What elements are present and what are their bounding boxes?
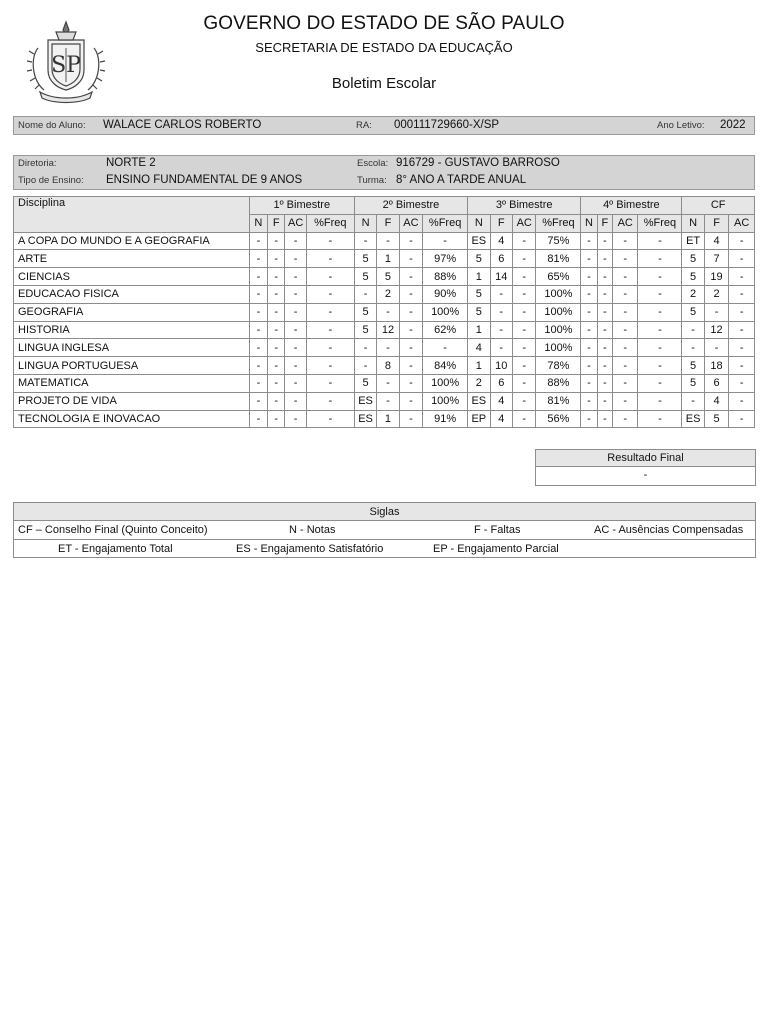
discipline-name: CIENCIAS [14,268,250,286]
grade-cell: 4 [490,410,512,428]
grade-cell: - [268,374,285,392]
year-value: 2022 [720,119,746,131]
grade-cell: - [597,268,612,286]
cf-cell: 2 [682,285,704,303]
grade-cell: - [638,268,682,286]
grade-cell: - [638,357,682,375]
subcolumn-header: AC [729,214,755,232]
grade-cell: - [399,357,422,375]
cf-cell: ET [682,232,704,250]
subcolumn-header: F [704,214,728,232]
grade-cell: 100% [536,285,581,303]
grade-cell: - [285,357,306,375]
cf-cell: - [682,321,704,339]
student-name-label: Nome do Aluno: [18,120,86,131]
grade-cell: - [512,339,535,357]
grade-cell: - [638,321,682,339]
document-title: Boletim Escolar [331,75,437,92]
discipline-name: HISTORIA [14,321,250,339]
sigla-et: ET - Engajamento Total [58,543,173,555]
discipline-name: MATEMATICA [14,374,250,392]
grade-cell: 6 [490,250,512,268]
grade-cell: - [377,392,399,410]
siglas-title: Siglas [14,503,755,521]
cf-cell: - [729,232,755,250]
grade-cell: 4 [490,232,512,250]
sigla-ep: EP - Engajamento Parcial [433,543,559,555]
grade-cell: 100% [423,392,468,410]
cf-cell: - [729,374,755,392]
grade-cell: 1 [377,410,399,428]
grade-cell: 97% [423,250,468,268]
table-row [14,357,755,375]
subcolumn-header: F [597,214,612,232]
grade-cell: - [268,285,285,303]
grade-cell: - [612,303,638,321]
cf-cell: - [729,250,755,268]
grade-cell: 5 [468,250,490,268]
grade-cell: 5 [468,285,490,303]
escola-value: 916729 - GUSTAVO BARROSO [396,157,560,169]
cf-cell: - [729,410,755,428]
grade-cell: 5 [377,268,399,286]
grade-cell: 10 [490,357,512,375]
grade-cell: - [399,250,422,268]
discipline-header: Disciplina [14,197,250,233]
sigla-f: F - Faltas [474,524,521,536]
grade-cell: ES [354,392,376,410]
cf-cell: - [729,285,755,303]
grade-cell: 81% [536,250,581,268]
grade-cell: 5 [354,250,376,268]
grade-cell: 5 [468,303,490,321]
table-row [14,285,755,303]
grade-cell: 100% [423,303,468,321]
grade-cell: - [581,410,597,428]
grade-cell: - [581,232,597,250]
subcolumn-header: N [682,214,704,232]
grade-cell: - [638,285,682,303]
final-result-value: - [643,469,648,481]
grade-cell: 2 [468,374,490,392]
grade-cell: - [597,374,612,392]
subcolumn-header: %Freq [423,214,468,232]
school-info-bar [13,155,755,190]
subcolumn-header: N [354,214,376,232]
grade-cell: - [612,250,638,268]
cf-cell: - [704,339,728,357]
grade-cell: - [512,392,535,410]
cf-cell: 12 [704,321,728,339]
sigla-ac: AC - Ausências Compensadas [594,524,744,536]
grade-cell: - [399,321,422,339]
grade-cell: - [306,232,354,250]
table-row [14,339,755,357]
grade-cell: - [377,232,399,250]
grade-cell: - [249,303,267,321]
cf-cell: - [704,303,728,321]
subcolumn-header: N [468,214,490,232]
grade-cell: - [285,250,306,268]
grade-cell: - [268,232,285,250]
cf-cell: 5 [682,357,704,375]
tipo-ensino-label: Tipo de Ensino: [18,175,84,186]
grade-cell: - [597,392,612,410]
cf-cell: - [729,357,755,375]
grade-cell: - [399,374,422,392]
bimester-header: 1º Bimestre [249,197,354,215]
grade-cell: - [581,357,597,375]
grade-cell: - [581,250,597,268]
grade-cell: - [512,268,535,286]
table-row [14,374,755,392]
grade-cell: - [285,285,306,303]
grade-cell: - [399,232,422,250]
grade-cell: - [399,339,422,357]
grade-cell: 14 [490,268,512,286]
grade-cell: - [268,303,285,321]
grade-cell: - [638,410,682,428]
grade-cell: - [423,232,468,250]
grade-cell: - [268,321,285,339]
grade-cell: - [597,232,612,250]
subcolumn-header: AC [399,214,422,232]
grade-cell: 100% [536,321,581,339]
cf-cell: 5 [682,250,704,268]
subcolumn-header: F [268,214,285,232]
government-title: GOVERNO DO ESTADO DE SÃO PAULO [203,13,565,34]
escola-label: Escola: [357,158,389,169]
grade-cell: 88% [536,374,581,392]
grade-cell: 5 [354,374,376,392]
sigla-es: ES - Engajamento Satisfatório [236,543,384,555]
grade-cell: - [249,321,267,339]
grade-cell: 5 [354,321,376,339]
tipo-ensino-value: ENSINO FUNDAMENTAL DE 9 ANOS [106,174,303,186]
student-name: WALACE CARLOS ROBERTO [103,119,262,131]
grade-cell: - [249,285,267,303]
grade-cell: - [638,303,682,321]
table-row [14,392,755,410]
grade-cell: - [306,285,354,303]
subcolumn-header: %Freq [306,214,354,232]
cf-cell: - [729,321,755,339]
grade-cell: 100% [423,374,468,392]
grade-cell: 5 [354,303,376,321]
subcolumn-header: N [249,214,267,232]
grade-cell: - [612,339,638,357]
grade-cell: 78% [536,357,581,375]
grade-cell: - [306,250,354,268]
grade-cell: - [638,250,682,268]
subcolumn-header: %Freq [638,214,682,232]
grade-cell: - [612,374,638,392]
grade-cell: - [399,410,422,428]
cf-cell: 5 [682,303,704,321]
grade-cell: 88% [423,268,468,286]
grade-cell: - [512,285,535,303]
discipline-name: EDUCACAO FISICA [14,285,250,303]
grade-cell: - [306,392,354,410]
grade-cell: 100% [536,303,581,321]
grade-cell: - [581,303,597,321]
grade-cell: - [638,392,682,410]
grade-cell: 56% [536,410,581,428]
grade-cell: - [249,232,267,250]
grade-cell: - [490,303,512,321]
grade-cell: 1 [468,321,490,339]
cf-cell: 4 [704,232,728,250]
grade-cell: - [249,268,267,286]
subcolumn-header: AC [285,214,306,232]
student-info-bar [13,116,755,135]
grade-cell: - [512,232,535,250]
grade-cell: - [354,285,376,303]
grade-cell: - [581,285,597,303]
subcolumn-header: AC [512,214,535,232]
grade-cell: - [285,232,306,250]
grade-cell: - [354,232,376,250]
grade-cell: - [399,268,422,286]
cf-cell: - [729,303,755,321]
grade-cell: - [285,410,306,428]
grade-cell: - [399,392,422,410]
grade-cell: 75% [536,232,581,250]
grade-cell: - [581,321,597,339]
grade-cell: - [597,285,612,303]
final-result-box [535,449,756,486]
grade-cell: - [597,339,612,357]
grade-cell: - [354,357,376,375]
discipline-name: A COPA DO MUNDO E A GEOGRAFIA [14,232,250,250]
grade-cell: ES [468,232,490,250]
bimester-header: 2º Bimestre [354,197,467,215]
diretoria-value: NORTE 2 [106,157,156,169]
discipline-name: LINGUA INGLESA [14,339,250,357]
grade-cell: - [612,357,638,375]
subcolumn-header: AC [612,214,638,232]
grade-cell: - [285,392,306,410]
grade-cell: - [423,339,468,357]
grade-cell: - [581,392,597,410]
grade-cell: 4 [490,392,512,410]
grade-cell: - [268,339,285,357]
grade-cell: - [268,357,285,375]
grade-cell: - [597,357,612,375]
grade-cell: - [612,285,638,303]
grade-cell: 65% [536,268,581,286]
grade-cell: - [581,339,597,357]
grade-cell: - [612,392,638,410]
grade-cell: 2 [377,285,399,303]
grade-cell: - [249,339,267,357]
grade-cell: ES [468,392,490,410]
cf-header: CF [682,197,755,215]
cf-cell: 5 [704,410,728,428]
table-row [14,268,755,286]
secretariat-title: SECRETARIA DE ESTADO DA EDUCAÇÃO [255,40,513,55]
siglas-row-1 [14,521,755,539]
final-result-title: Resultado Final [536,450,755,467]
grade-cell: - [597,321,612,339]
grade-cell: - [597,303,612,321]
cf-cell: - [729,268,755,286]
cf-cell: 19 [704,268,728,286]
grade-cell: - [249,410,267,428]
grade-cell: EP [468,410,490,428]
grade-cell: - [249,250,267,268]
grade-cell: 1 [468,268,490,286]
grade-cell: 100% [536,339,581,357]
subcolumn-header: F [490,214,512,232]
year-label: Ano Letivo: [657,120,705,131]
grade-cell: 81% [536,392,581,410]
ra-label: RA: [356,120,372,131]
cf-cell: 18 [704,357,728,375]
grade-cell: - [268,410,285,428]
turma-value: 8° ANO A TARDE ANUAL [396,174,527,186]
grade-cell: 91% [423,410,468,428]
grade-cell: - [306,339,354,357]
turma-label: Turma: [357,175,387,186]
grade-cell: - [306,357,354,375]
sigla-cf: CF – Conselho Final (Quinto Conceito) [18,524,208,536]
grade-cell: - [285,339,306,357]
subcolumn-header: %Freq [536,214,581,232]
table-row [14,232,755,250]
grade-cell: 5 [354,268,376,286]
grade-cell: - [268,268,285,286]
grade-cell: - [377,339,399,357]
grade-cell: - [377,374,399,392]
table-row [14,250,755,268]
grade-cell: 1 [377,250,399,268]
grade-cell: - [512,303,535,321]
grade-cell: - [612,410,638,428]
cf-cell: 5 [682,374,704,392]
table-row [14,303,755,321]
grade-cell: - [638,374,682,392]
cf-cell: 6 [704,374,728,392]
subcolumn-header: N [581,214,597,232]
discipline-name: ARTE [14,250,250,268]
cf-cell: 5 [682,268,704,286]
table-header-row [14,197,755,215]
grade-cell: - [249,374,267,392]
grade-cell: - [285,321,306,339]
grade-cell: - [285,268,306,286]
grade-cell: 90% [423,285,468,303]
cf-cell: 4 [704,392,728,410]
grade-cell: - [306,321,354,339]
grade-cell: - [306,374,354,392]
grade-cell: - [268,392,285,410]
grade-cell: - [597,250,612,268]
grade-cell: - [306,410,354,428]
bimester-header: 4º Bimestre [581,197,682,215]
diretoria-label: Diretoria: [18,158,57,169]
cf-cell: - [729,339,755,357]
grade-cell: - [612,268,638,286]
subcolumn-header: F [377,214,399,232]
sigla-n: N - Notas [289,524,336,536]
grade-cell: 4 [468,339,490,357]
grade-cell: 62% [423,321,468,339]
grade-cell: - [399,285,422,303]
grade-cell: - [490,339,512,357]
cf-cell: - [682,392,704,410]
grade-cell: - [306,303,354,321]
siglas-row-2 [14,539,755,557]
grades-table [13,196,755,428]
siglas-legend [13,502,756,558]
cf-cell: - [729,392,755,410]
grade-cell: - [638,232,682,250]
ra-value: 000111729660-X/SP [394,119,500,131]
grade-cell: - [306,268,354,286]
discipline-name: PROJETO DE VIDA [14,392,250,410]
grade-cell: - [612,232,638,250]
grade-cell: - [285,303,306,321]
grade-cell: - [490,321,512,339]
grade-cell: - [249,357,267,375]
cf-cell: 7 [704,250,728,268]
grade-cell: - [249,392,267,410]
grade-cell: - [512,410,535,428]
grade-cell: - [581,374,597,392]
svg-text:SP: SP [51,53,81,78]
bimester-header: 3º Bimestre [468,197,581,215]
grade-cell: 12 [377,321,399,339]
table-row [14,321,755,339]
grade-cell: 1 [468,357,490,375]
grade-cell: 6 [490,374,512,392]
grade-cell: - [512,357,535,375]
grade-cell: - [512,250,535,268]
grade-cell: - [399,303,422,321]
grade-cell: - [512,321,535,339]
cf-cell: ES [682,410,704,428]
grade-cell: - [490,285,512,303]
grade-cell: - [612,321,638,339]
grade-cell: - [512,374,535,392]
grade-cell: - [354,339,376,357]
grade-cell: - [268,250,285,268]
grade-cell: - [285,374,306,392]
grade-cell: - [377,303,399,321]
cf-cell: 2 [704,285,728,303]
grade-cell: ES [354,410,376,428]
discipline-name: TECNOLOGIA E INOVACAO [14,410,250,428]
grade-cell: - [638,339,682,357]
discipline-name: GEOGRAFIA [14,303,250,321]
grade-cell: - [581,268,597,286]
grade-cell: 84% [423,357,468,375]
grade-cell: 8 [377,357,399,375]
table-row [14,410,755,428]
discipline-name: LINGUA PORTUGUESA [14,357,250,375]
cf-cell: - [682,339,704,357]
grade-cell: - [597,410,612,428]
